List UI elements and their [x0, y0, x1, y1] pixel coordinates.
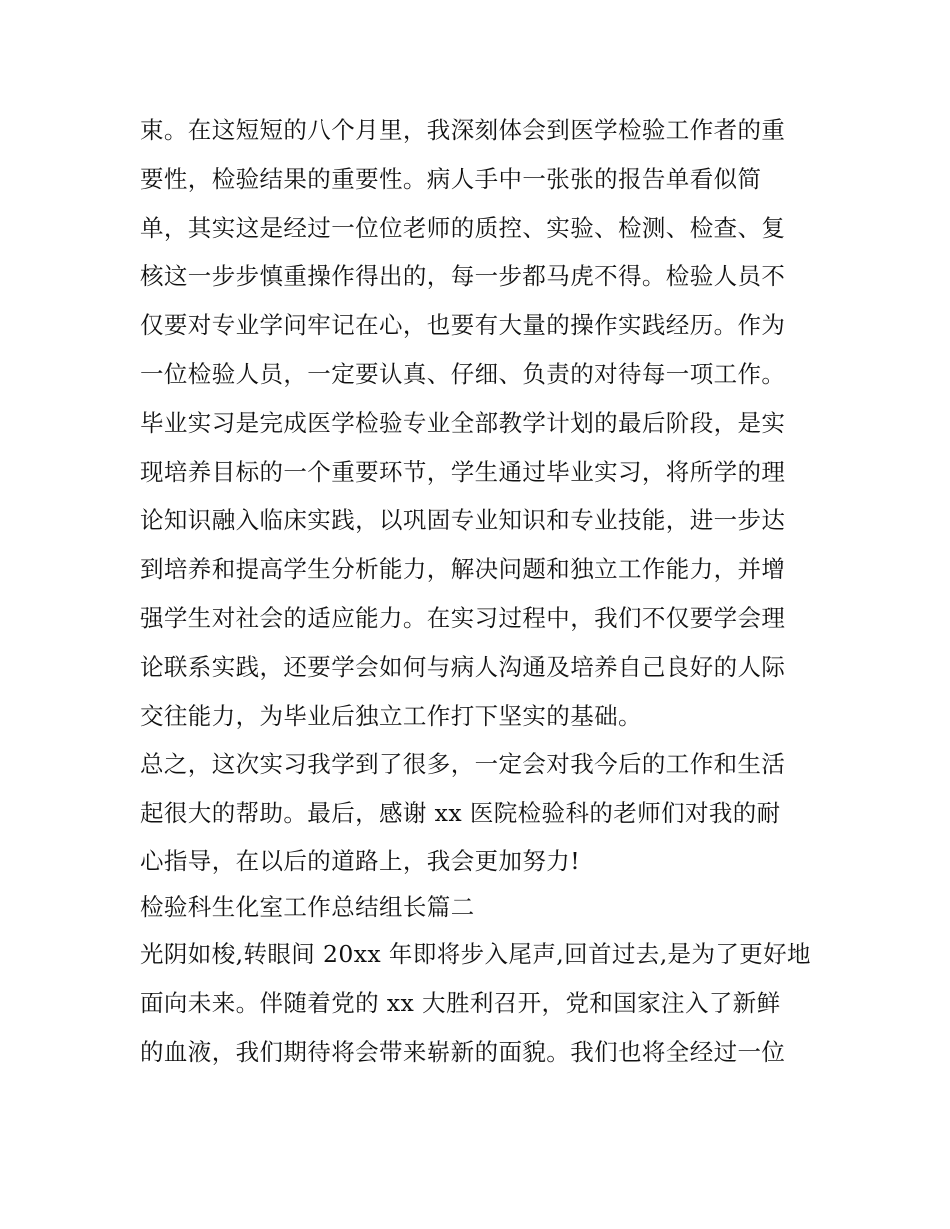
text-line: 的血液，我们期待将会带来崭新的面貌。我们也将全经过一位 [140, 1037, 786, 1066]
text-line: 束。在这短短的八个月里，我深刻体会到医学检验工作者的重 [140, 116, 786, 144]
text-line: 单，其实这是经过一位位老师的质控、实验、检测、检查、复 [140, 213, 786, 242]
text-line: 强学生对社会的适应能力。在实习过程中，我们不仅要学会理 [140, 603, 786, 632]
text-line: 一位检验人员，一定要认真、仔细、负责的对待每一项工作。 [140, 359, 786, 388]
text-line: 现培养目标的一个重要环节，学生通过毕业实习，将所学的理 [140, 457, 786, 486]
text-line: 心指导，在以后的道路上，我会更加努力! [140, 846, 581, 875]
text-line: 光阴如梭,转眼间 20xx 年即将步入尾声,回首过去,是为了更好地 [140, 939, 811, 968]
text-line: 起很大的帮助。最后，感谢 xx 医院检验科的老师们对我的耐 [140, 799, 781, 828]
text-line: 仅要对专业学问牢记在心，也要有大量的操作实践经历。作为 [140, 311, 786, 340]
document-body [140, 106, 820, 1076]
section-heading: 检验科生化室工作总结组长篇二 [140, 892, 475, 921]
text-line: 面向未来。伴随着党的 xx 大胜利召开，党和国家注入了新鲜 [140, 988, 781, 1017]
text-line: 交往能力，为毕业后独立工作打下坚实的基础。 [140, 701, 642, 730]
text-line: 论知识融入临床实践，以巩固专业知识和专业技能，进一步达 [140, 506, 786, 535]
text-line: 到培养和提高学生分析能力，解决问题和独立工作能力，并增 [140, 555, 786, 584]
text-line: 论联系实践，还要学会如何与病人沟通及培养自己良好的人际 [140, 652, 786, 681]
text-line: 要性，检验结果的重要性。病人手中一张张的报告单看似简 [140, 164, 762, 193]
text-line: 核这一步步慎重操作得出的，每一步都马虎不得。检验人员不 [140, 262, 786, 291]
text-line: 总之，这次实习我学到了很多，一定会对我今后的工作和生活 [140, 750, 786, 779]
text-line: 毕业实习是完成医学检验专业全部教学计划的最后阶段，是实 [140, 408, 786, 437]
